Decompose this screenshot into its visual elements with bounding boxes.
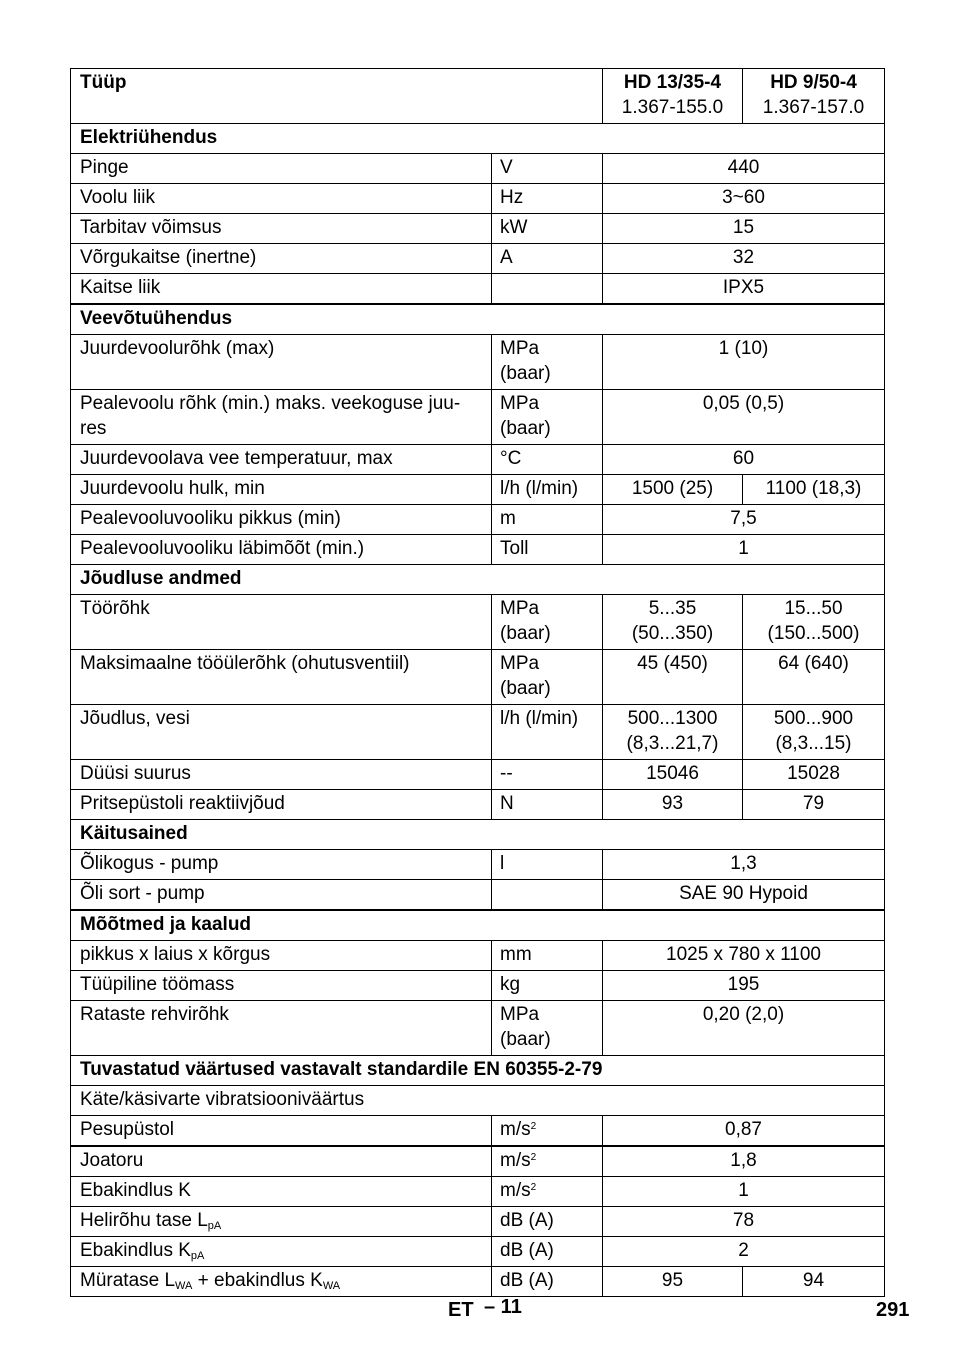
row-label: Pritsepüstoli reaktiivjõud [71,790,492,820]
row-unit: dB (A) [492,1267,603,1297]
row-label: Rataste rehvirõhk [71,1001,492,1056]
table-row [71,1237,885,1267]
table-row [71,1267,885,1297]
row-unit: mm [492,941,603,971]
row-unit: $m/s^2$ [492,1146,603,1177]
table-row [71,705,885,760]
row-label: Pealevoolu rõhk (min.) maks. veekoguse juu- res [71,390,492,445]
table-row [71,1116,885,1147]
row-unit: MPa (baar) [492,335,603,390]
row-label: Kaitse liik [71,274,492,305]
row-value: 1 [603,535,885,565]
row-unit: N [492,790,603,820]
table-row [71,1146,885,1177]
model-a-code: 1.367-155.0 [621,97,724,118]
row-value: 1,3 [603,850,885,880]
row-unit: Hz [492,184,603,214]
table-row [71,214,885,244]
model-b-code: 1.367-157.0 [762,97,865,118]
row-value: 1025 x 780 x 1100 [603,941,885,971]
row-value: 1 (10) [603,335,885,390]
section-row [71,1056,885,1086]
row-label: Jõudlus, vesi [71,705,492,760]
row-unit: -- [492,760,603,790]
row-label: Õli sort - pump [71,880,492,911]
row-value-b: 15...50 (150...500) [743,595,885,650]
row-label: Helirõhu tase $L_{pA}$ [71,1207,492,1237]
table-row [71,244,885,274]
table-row [71,760,885,790]
row-value: 195 [603,971,885,1001]
row-value-a: 93 [603,790,743,820]
table-row [71,941,885,971]
table-row [71,1086,885,1116]
row-value-a: 5...35 (50...350) [603,595,743,650]
row-label: Voolu liik [71,184,492,214]
table-row [71,154,885,184]
row-value-b: 79 [743,790,885,820]
row-unit [492,274,603,305]
row-value-a: 95 [603,1267,743,1297]
row-unit: MPa (baar) [492,390,603,445]
section-row [71,304,885,335]
row-value-a: 1500 (25) [603,475,743,505]
row-unit: MPa (baar) [492,1001,603,1056]
row-label: Düüsi suurus [71,760,492,790]
model-a-header [603,69,743,124]
row-label: Tarbitav võimsus [71,214,492,244]
row-label: Ebakindlus K [71,1177,492,1207]
row-value: 0,05 (0,5) [603,390,885,445]
table-row [71,274,885,305]
row-unit [492,880,603,911]
row-label: Võrgukaitse (inertne) [71,244,492,274]
row-label: Juurdevoolava vee temperatuur, max [71,445,492,475]
table-row [71,650,885,705]
row-unit: $m/s^2$ [492,1116,603,1147]
row-unit: m [492,505,603,535]
table-row [71,390,885,445]
table-row [71,971,885,1001]
row-label: Juurdevoolu hulk, min [71,475,492,505]
row-value: 1,8 [603,1146,885,1177]
row-value: IPX5 [603,274,885,305]
table-row [71,850,885,880]
table-row [71,595,885,650]
footer-language: ET [448,1299,474,1321]
row-unit: l/h (l/min) [492,705,603,760]
row-unit: l [492,850,603,880]
section-row [71,910,885,941]
row-unit: l/h (l/min) [492,475,603,505]
row-value-b: 1100 (18,3) [743,475,885,505]
section-row [71,565,885,595]
row-label: Maksimaalne tööülerõhk (ohutusventiil) [71,650,492,705]
row-value: 0,20 (2,0) [603,1001,885,1056]
row-unit: $m/s^2$ [492,1177,603,1207]
row-value: 440 [603,154,885,184]
page-number: 291 [876,1299,910,1321]
row-value: 32 [603,244,885,274]
row-value-b: 64 (640) [743,650,885,705]
header-row [71,69,885,124]
row-unit: Toll [492,535,603,565]
footer-sheet-number: – 11 [484,1296,522,1318]
row-unit: V [492,154,603,184]
row-value: 0,87 [603,1116,885,1147]
table-row [71,475,885,505]
table-row [71,1177,885,1207]
model-a-name: HD 13/35-4 [623,72,722,93]
row-unit: MPa (baar) [492,650,603,705]
row-value: 1 [603,1177,885,1207]
table-row [71,505,885,535]
row-value-a: 45 (450) [603,650,743,705]
table-row [71,1001,885,1056]
row-label: Juurdevoolurõhk (max) [71,335,492,390]
row-unit: dB (A) [492,1207,603,1237]
row-value-b: 94 [743,1267,885,1297]
row-unit: A [492,244,603,274]
table-row [71,445,885,475]
row-label: Joatoru [71,1146,492,1177]
row-unit: dB (A) [492,1237,603,1267]
row-value: 60 [603,445,885,475]
model-b-header [743,69,885,124]
row-value: SAE 90 Hypoid [603,880,885,911]
table-row [71,1207,885,1237]
row-value: 3~60 [603,184,885,214]
table-row [71,535,885,565]
type-label: Tüüp [71,69,603,124]
model-b-name: HD 9/50-4 [770,72,857,93]
row-unit: kg [492,971,603,1001]
section-measured-values: Tuvastatud väärtused vastavalt standardile EN 60355-2-79 [71,1056,885,1086]
row-label: Tüüpiline töömass [71,971,492,1001]
row-label: pikkus x laius x kõrgus [71,941,492,971]
row-value-a: 500...1300 (8,3...21,7) [603,705,743,760]
row-unit: MPa (baar) [492,595,603,650]
technical-data-table [70,68,885,1297]
table-row [71,184,885,214]
row-value-b: 15028 [743,760,885,790]
section-electrical: Elektriühendus [71,124,885,154]
row-unit: kW [492,214,603,244]
row-value-b: 500...900 (8,3...15) [743,705,885,760]
row-value: 78 [603,1207,885,1237]
section-dimensions: Mõõtmed ja kaalud [71,910,885,941]
row-label: Pinge [71,154,492,184]
table-row [71,880,885,911]
section-performance: Jõudluse andmed [71,565,885,595]
row-label: Ebakindlus $K_{pA}$ [71,1237,492,1267]
row-unit: °C [492,445,603,475]
section-operating-materials: Käitusained [71,820,885,850]
section-row [71,820,885,850]
row-label: Töörõhk [71,595,492,650]
row-value: 15 [603,214,885,244]
table-row [71,335,885,390]
row-value-a: 15046 [603,760,743,790]
row-label: Pesupüstol [71,1116,492,1147]
row-value: 7,5 [603,505,885,535]
row-label: Müratase $L_{WA}$ + ebakindlus $K_{WA}$ [71,1267,492,1297]
section-row [71,124,885,154]
row-label: Pealevooluvooliku pikkus (min) [71,505,492,535]
table-row [71,790,885,820]
row-label: Õlikogus - pump [71,850,492,880]
row-value: 2 [603,1237,885,1267]
row-label: Käte/käsivarte vibratsiooniväärtus [71,1086,885,1116]
row-label: Pealevooluvooliku läbimõõt (min.) [71,535,492,565]
section-water-connection: Veevõtuühendus [71,304,885,335]
